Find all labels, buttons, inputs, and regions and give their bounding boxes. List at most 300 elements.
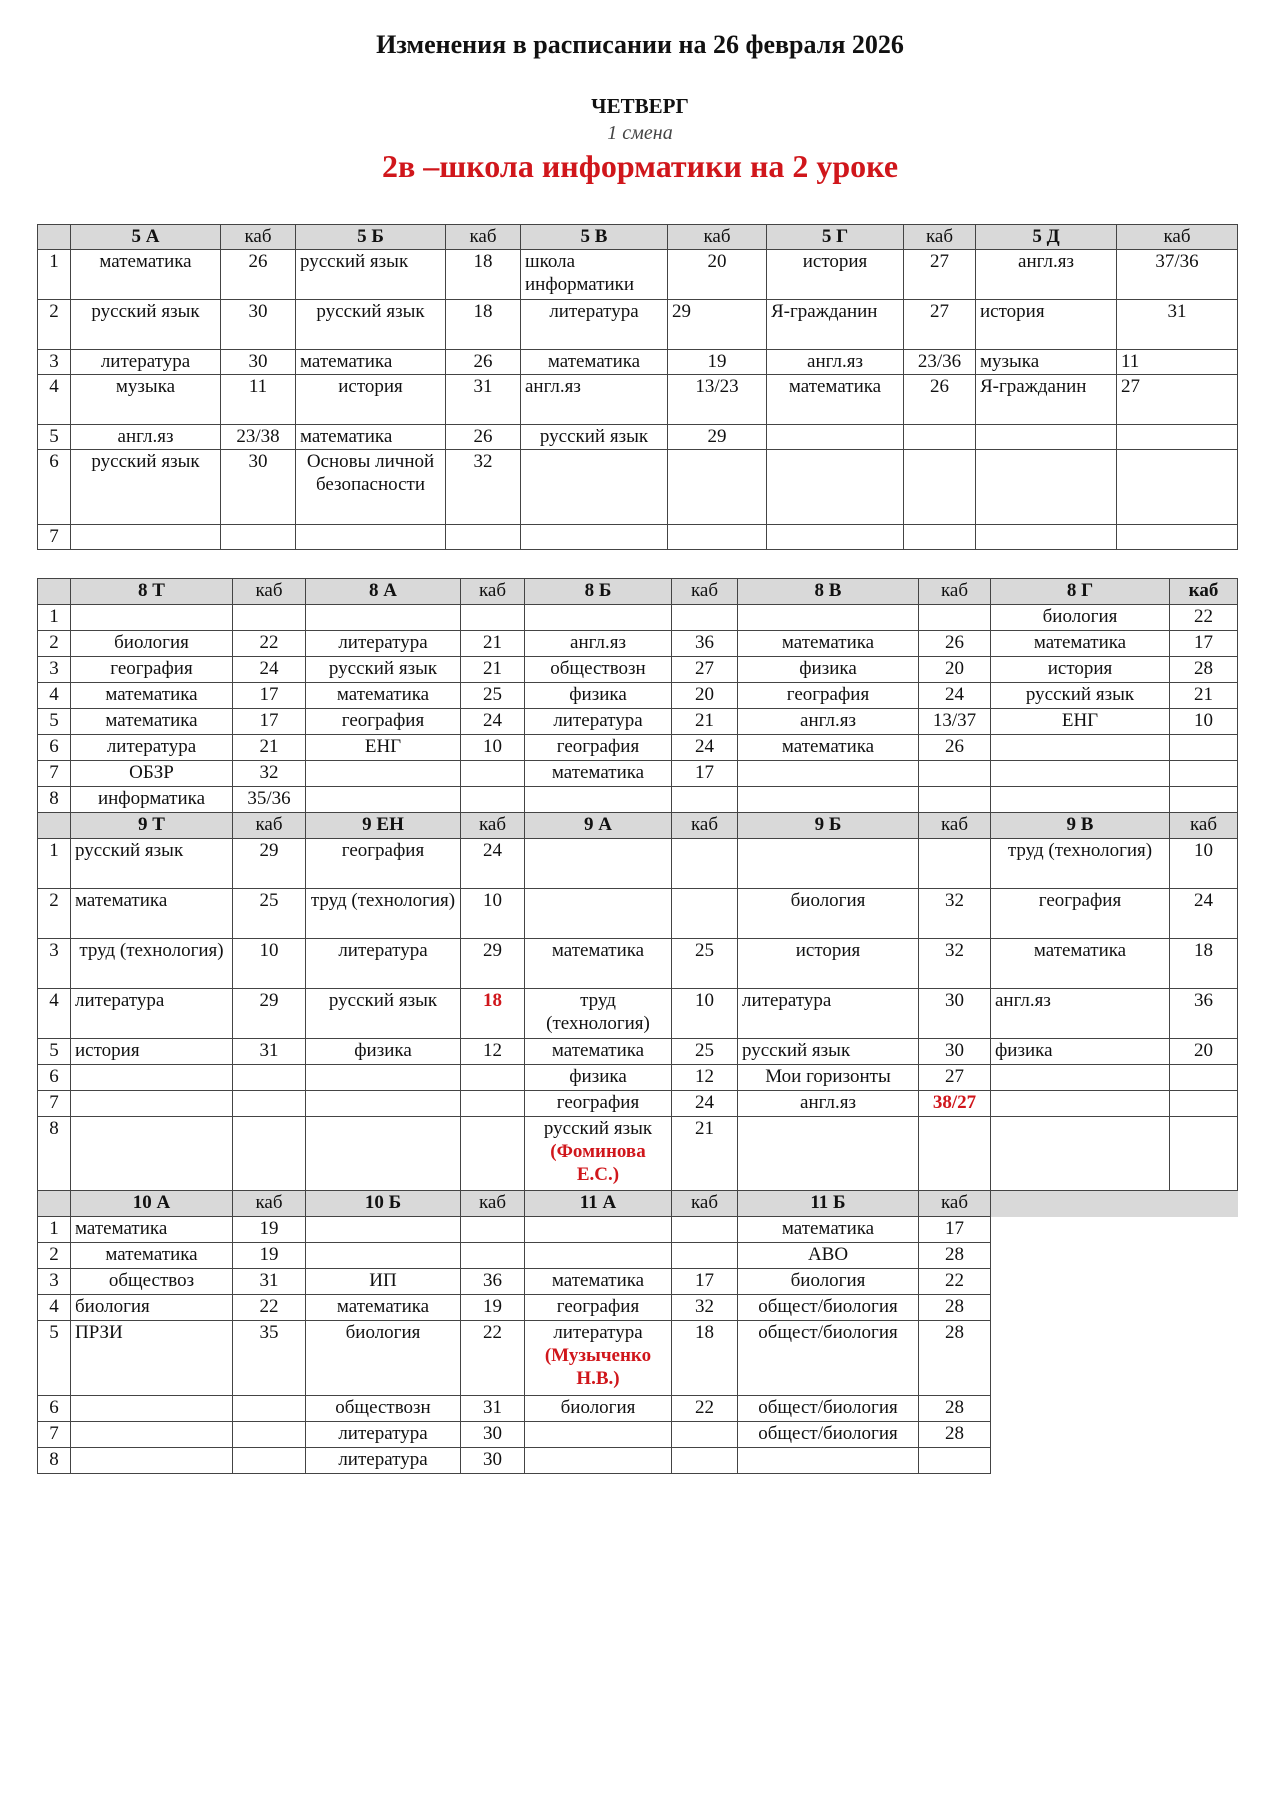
subject-cell: обществоз [71, 1269, 233, 1295]
subject-cell: география [991, 889, 1170, 939]
table-row [38, 709, 1238, 735]
room-cell: 27 [904, 250, 976, 300]
subject-cell: биология [738, 1269, 919, 1295]
subject-cell [306, 761, 461, 787]
subject-cell [71, 1091, 233, 1117]
lesson-number: 1 [38, 250, 71, 300]
subject-cell: литература [521, 300, 668, 350]
room-cell [672, 1243, 738, 1269]
room-cell-changed: 18 [461, 989, 525, 1039]
subject-cell [306, 1243, 461, 1269]
class-header: 5 В [521, 225, 668, 250]
room-cell: 19 [233, 1217, 306, 1243]
room-cell: 17 [1170, 631, 1238, 657]
room-cell: 21 [672, 1117, 738, 1191]
room-cell [919, 605, 991, 631]
class-header: 10 А [71, 1191, 233, 1217]
room-cell: 28 [919, 1295, 991, 1321]
subject-cell: биология [525, 1396, 672, 1422]
subject-cell [296, 525, 446, 550]
lesson-number: 2 [38, 1243, 71, 1269]
subject-cell: география [525, 735, 672, 761]
subject-cell: литература [306, 939, 461, 989]
subject-cell [738, 787, 919, 813]
shift-label: 1 смена [607, 122, 673, 144]
table-row [38, 1039, 1238, 1065]
room-header: каб [672, 813, 738, 839]
subject-cell [306, 1117, 461, 1191]
room-cell: 22 [461, 1321, 525, 1396]
table-row [38, 989, 1238, 1039]
subject-cell: ПРЗИ [71, 1321, 233, 1396]
weekday-label: ЧЕТВЕРГ [591, 94, 689, 118]
empty-area [991, 1448, 1238, 1474]
room-cell: 28 [919, 1321, 991, 1396]
subject-cell: география [525, 1091, 672, 1117]
subject-cell [525, 889, 672, 939]
subject-name: литература [553, 1322, 643, 1343]
table-row [38, 300, 1238, 350]
table-row [38, 1396, 1238, 1422]
room-cell: 13/23 [668, 375, 767, 425]
lesson-number: 3 [38, 1269, 71, 1295]
room-cell: 26 [446, 350, 521, 375]
class-header: 8 В [738, 579, 919, 605]
subject-cell: русский язык [991, 683, 1170, 709]
room-header: каб [904, 225, 976, 250]
subject-cell: литература [306, 1448, 461, 1474]
subject-cell: русский язык [738, 1039, 919, 1065]
room-header: каб [672, 579, 738, 605]
room-cell: 24 [672, 735, 738, 761]
room-cell [904, 525, 976, 550]
room-header: каб [919, 813, 991, 839]
room-cell: 24 [461, 709, 525, 735]
lesson-number: 4 [38, 989, 71, 1039]
class-header: 8 А [306, 579, 461, 605]
room-header: каб [919, 579, 991, 605]
table-row [38, 1065, 1238, 1091]
room-cell: 18 [672, 1321, 738, 1396]
room-cell: 12 [672, 1065, 738, 1091]
room-cell [461, 1217, 525, 1243]
room-header: каб [461, 579, 525, 605]
subject-cell: англ.яз [71, 425, 221, 450]
room-cell: 29 [233, 989, 306, 1039]
class-header: 5 Б [296, 225, 446, 250]
subject-cell: музыка [71, 375, 221, 425]
subject-cell: ИП [306, 1269, 461, 1295]
subject-cell [525, 605, 672, 631]
header-cell [38, 225, 71, 250]
table-row [38, 787, 1238, 813]
empty-area [991, 1191, 1238, 1217]
table-row [38, 1243, 1238, 1269]
header-cell [38, 1191, 71, 1217]
room-cell: 22 [1170, 605, 1238, 631]
subject-cell: литература [525, 709, 672, 735]
subject-cell [71, 1448, 233, 1474]
room-cell: 10 [233, 939, 306, 989]
subject-cell: Основы личной безопасности [296, 450, 446, 525]
room-cell: 31 [233, 1269, 306, 1295]
lesson-number: 8 [38, 787, 71, 813]
class-header: 11 А [525, 1191, 672, 1217]
room-cell: 32 [233, 761, 306, 787]
subject-cell: англ.яз [767, 350, 904, 375]
table-row [38, 939, 1238, 989]
room-cell: 30 [221, 350, 296, 375]
empty-area [991, 1396, 1238, 1422]
room-cell [919, 761, 991, 787]
room-cell [1170, 735, 1238, 761]
table-row [38, 605, 1238, 631]
subject-cell: общест/биология [738, 1422, 919, 1448]
room-cell [672, 889, 738, 939]
lesson-number: 3 [38, 657, 71, 683]
room-cell: 10 [672, 989, 738, 1039]
subject-cell: математика [991, 939, 1170, 989]
subject-cell: биология [738, 889, 919, 939]
subject-cell: география [738, 683, 919, 709]
room-header: каб [233, 813, 306, 839]
subject-cell [71, 1396, 233, 1422]
room-cell [1170, 1117, 1238, 1191]
subject-cell [976, 525, 1117, 550]
room-cell: 23/38 [221, 425, 296, 450]
room-header: каб [233, 579, 306, 605]
room-cell [461, 787, 525, 813]
subject-cell [525, 1117, 672, 1191]
subject-cell [306, 1065, 461, 1091]
room-cell: 30 [221, 450, 296, 525]
class-header: 10 Б [306, 1191, 461, 1217]
lesson-number: 5 [38, 1039, 71, 1065]
room-cell: 21 [1170, 683, 1238, 709]
room-cell: 29 [668, 300, 767, 350]
empty-area [991, 1321, 1238, 1396]
subject-cell: русский язык [306, 989, 461, 1039]
schedule-table-grade5 [37, 224, 1238, 550]
subject-cell: англ.яз [521, 375, 668, 425]
room-cell [233, 1091, 306, 1117]
room-cell [919, 839, 991, 889]
subject-cell [738, 605, 919, 631]
room-cell: 22 [919, 1269, 991, 1295]
room-cell: 17 [672, 761, 738, 787]
room-cell: 17 [233, 683, 306, 709]
subject-cell: математика [525, 939, 672, 989]
room-cell [1117, 450, 1238, 525]
room-cell: 25 [233, 889, 306, 939]
room-cell: 28 [919, 1422, 991, 1448]
room-cell: 35 [233, 1321, 306, 1396]
table-row [38, 1117, 1238, 1191]
lesson-number: 2 [38, 300, 71, 350]
table-header-row [38, 225, 1238, 250]
room-cell: 18 [446, 300, 521, 350]
room-cell: 11 [1117, 350, 1238, 375]
room-cell: 35/36 [233, 787, 306, 813]
room-cell: 24 [919, 683, 991, 709]
room-cell [672, 1448, 738, 1474]
table-row [38, 250, 1238, 300]
room-cell [919, 1117, 991, 1191]
room-cell [461, 1243, 525, 1269]
lesson-number: 1 [38, 839, 71, 889]
header-cell [38, 579, 71, 605]
subject-cell [521, 450, 668, 525]
table-row [38, 1295, 1238, 1321]
room-cell: 22 [233, 631, 306, 657]
subject-cell: география [525, 1295, 672, 1321]
subject-cell [306, 1217, 461, 1243]
subject-cell [306, 1091, 461, 1117]
room-cell [461, 761, 525, 787]
room-cell [461, 1117, 525, 1191]
room-header: каб [461, 813, 525, 839]
table-row [38, 735, 1238, 761]
room-header: каб [1170, 813, 1238, 839]
subject-cell: обществозн [306, 1396, 461, 1422]
subject-cell: ЕНГ [306, 735, 461, 761]
subject-cell: труд (технология) [306, 889, 461, 939]
subject-cell: общест/биология [738, 1321, 919, 1396]
table-row [38, 375, 1238, 425]
lesson-number: 1 [38, 1217, 71, 1243]
room-cell: 10 [1170, 839, 1238, 889]
room-cell: 18 [446, 250, 521, 300]
lesson-number: 8 [38, 1448, 71, 1474]
subject-cell: литература [71, 350, 221, 375]
room-cell: 21 [461, 631, 525, 657]
subject-cell [991, 761, 1170, 787]
lesson-number: 6 [38, 1396, 71, 1422]
subject-cell: русский язык [71, 450, 221, 525]
subject-cell: труд (технология) [71, 939, 233, 989]
room-header: каб [919, 1191, 991, 1217]
room-cell: 22 [233, 1295, 306, 1321]
subject-cell: труд (технология) [991, 839, 1170, 889]
lesson-number: 2 [38, 889, 71, 939]
subject-cell: география [306, 839, 461, 889]
room-cell: 19 [461, 1295, 525, 1321]
subject-cell: математика [991, 631, 1170, 657]
room-cell: 21 [461, 657, 525, 683]
lesson-number: 2 [38, 631, 71, 657]
subject-cell [991, 787, 1170, 813]
subject-cell: информатика [71, 787, 233, 813]
subject-cell: математика [738, 631, 919, 657]
lesson-number: 8 [38, 1117, 71, 1191]
subject-cell: Я-гражданин [976, 375, 1117, 425]
table-header-row [38, 579, 1238, 605]
room-cell [233, 1422, 306, 1448]
schedule-table-grades8-11 [37, 578, 1238, 1474]
room-cell [672, 1422, 738, 1448]
room-cell: 20 [668, 250, 767, 300]
subject-cell: математика [767, 375, 904, 425]
empty-area [991, 1217, 1238, 1243]
room-cell [461, 605, 525, 631]
room-cell [461, 1091, 525, 1117]
lesson-number: 6 [38, 450, 71, 525]
page-title: Изменения в расписании на 26 февраля 2026 [376, 30, 904, 59]
subject-cell: математика [525, 761, 672, 787]
subject-cell: биология [991, 605, 1170, 631]
subject-cell: математика [296, 350, 446, 375]
subject-cell [525, 1448, 672, 1474]
subject-cell: литература [738, 989, 919, 1039]
room-cell [668, 525, 767, 550]
subject-cell [738, 761, 919, 787]
subject-cell [991, 735, 1170, 761]
subject-cell: биология [71, 631, 233, 657]
room-header: каб [1117, 225, 1238, 250]
table-header-row [38, 813, 1238, 839]
room-cell [919, 1448, 991, 1474]
subject-cell [71, 1065, 233, 1091]
lesson-number: 3 [38, 350, 71, 375]
subject-cell: русский язык [71, 839, 233, 889]
lesson-number: 7 [38, 1091, 71, 1117]
room-cell: 27 [919, 1065, 991, 1091]
room-cell [904, 450, 976, 525]
room-cell: 26 [446, 425, 521, 450]
subject-cell [738, 1448, 919, 1474]
room-cell [1170, 1065, 1238, 1091]
room-cell: 30 [221, 300, 296, 350]
subject-cell [738, 839, 919, 889]
room-cell: 20 [919, 657, 991, 683]
room-cell: 30 [461, 1422, 525, 1448]
room-cell: 26 [919, 631, 991, 657]
room-cell: 28 [919, 1396, 991, 1422]
room-cell: 17 [672, 1269, 738, 1295]
room-cell [672, 1217, 738, 1243]
subject-cell: общест/биология [738, 1295, 919, 1321]
table-row [38, 350, 1238, 375]
table-row [38, 425, 1238, 450]
room-cell: 28 [919, 1243, 991, 1269]
room-cell: 36 [672, 631, 738, 657]
room-cell: 31 [461, 1396, 525, 1422]
subject-name: русский язык [543, 1118, 653, 1139]
room-cell [233, 605, 306, 631]
subject-cell: общест/биология [738, 1396, 919, 1422]
room-cell [233, 1396, 306, 1422]
subject-cell: труд (технология) [525, 989, 672, 1039]
subject-cell: биология [71, 1295, 233, 1321]
subject-cell [991, 1065, 1170, 1091]
subject-cell [525, 1321, 672, 1396]
room-cell: 24 [233, 657, 306, 683]
subject-cell [767, 450, 904, 525]
subject-cell [306, 787, 461, 813]
subject-cell: физика [525, 1065, 672, 1091]
room-cell: 13/37 [919, 709, 991, 735]
subject-cell: история [296, 375, 446, 425]
room-cell: 32 [672, 1295, 738, 1321]
lesson-number: 7 [38, 761, 71, 787]
room-cell [1170, 1091, 1238, 1117]
lesson-number: 5 [38, 709, 71, 735]
table-row [38, 683, 1238, 709]
lesson-number: 4 [38, 683, 71, 709]
room-header: каб [233, 1191, 306, 1217]
subject-cell: география [71, 657, 233, 683]
subject-cell: русский язык [306, 657, 461, 683]
subject-cell: литература [306, 631, 461, 657]
subject-cell [976, 450, 1117, 525]
room-cell [461, 1065, 525, 1091]
subject-cell: математика [71, 709, 233, 735]
room-cell [1117, 425, 1238, 450]
room-cell: 36 [1170, 989, 1238, 1039]
room-cell: 27 [1117, 375, 1238, 425]
room-cell [233, 1117, 306, 1191]
table-row [38, 1422, 1238, 1448]
class-header: 8 Б [525, 579, 672, 605]
room-header: каб [668, 225, 767, 250]
subject-cell [976, 425, 1117, 450]
class-header: 8 Г [991, 579, 1170, 605]
subject-cell [767, 525, 904, 550]
room-cell: 11 [221, 375, 296, 425]
subject-cell [525, 1217, 672, 1243]
subject-cell: математика [296, 425, 446, 450]
substitute-teacher: (Фоминова Е.С.) [550, 1141, 646, 1185]
class-header: 9 ЕН [306, 813, 461, 839]
class-header: 11 Б [738, 1191, 919, 1217]
empty-area [991, 1243, 1238, 1269]
room-cell: 24 [672, 1091, 738, 1117]
room-cell: 10 [461, 889, 525, 939]
subject-cell [738, 1117, 919, 1191]
room-cell: 23/36 [904, 350, 976, 375]
table-row [38, 450, 1238, 525]
room-cell: 26 [221, 250, 296, 300]
subject-cell: литература [71, 989, 233, 1039]
class-header: 5 А [71, 225, 221, 250]
subject-cell [521, 525, 668, 550]
room-cell: 29 [668, 425, 767, 450]
room-cell: 24 [1170, 889, 1238, 939]
subject-cell: англ.яз [525, 631, 672, 657]
class-header: 9 Т [71, 813, 233, 839]
substitute-teacher: (Музыченко Н.В.) [544, 1345, 652, 1389]
room-cell: 31 [233, 1039, 306, 1065]
subject-cell [71, 1117, 233, 1191]
subject-cell: математика [71, 1243, 233, 1269]
room-cell: 19 [668, 350, 767, 375]
class-header: 5 Д [976, 225, 1117, 250]
subject-cell [525, 1243, 672, 1269]
subject-cell: физика [738, 657, 919, 683]
class-header: 8 Т [71, 579, 233, 605]
subject-cell: АВО [738, 1243, 919, 1269]
room-header: каб [461, 1191, 525, 1217]
subject-cell: школа информатики [521, 250, 668, 300]
room-cell [1117, 525, 1238, 550]
room-cell: 26 [904, 375, 976, 425]
subject-cell: математика [71, 889, 233, 939]
empty-area [991, 1422, 1238, 1448]
room-cell: 37/36 [1117, 250, 1238, 300]
subject-cell: биология [306, 1321, 461, 1396]
subject-cell [991, 1117, 1170, 1191]
subject-cell: физика [306, 1039, 461, 1065]
